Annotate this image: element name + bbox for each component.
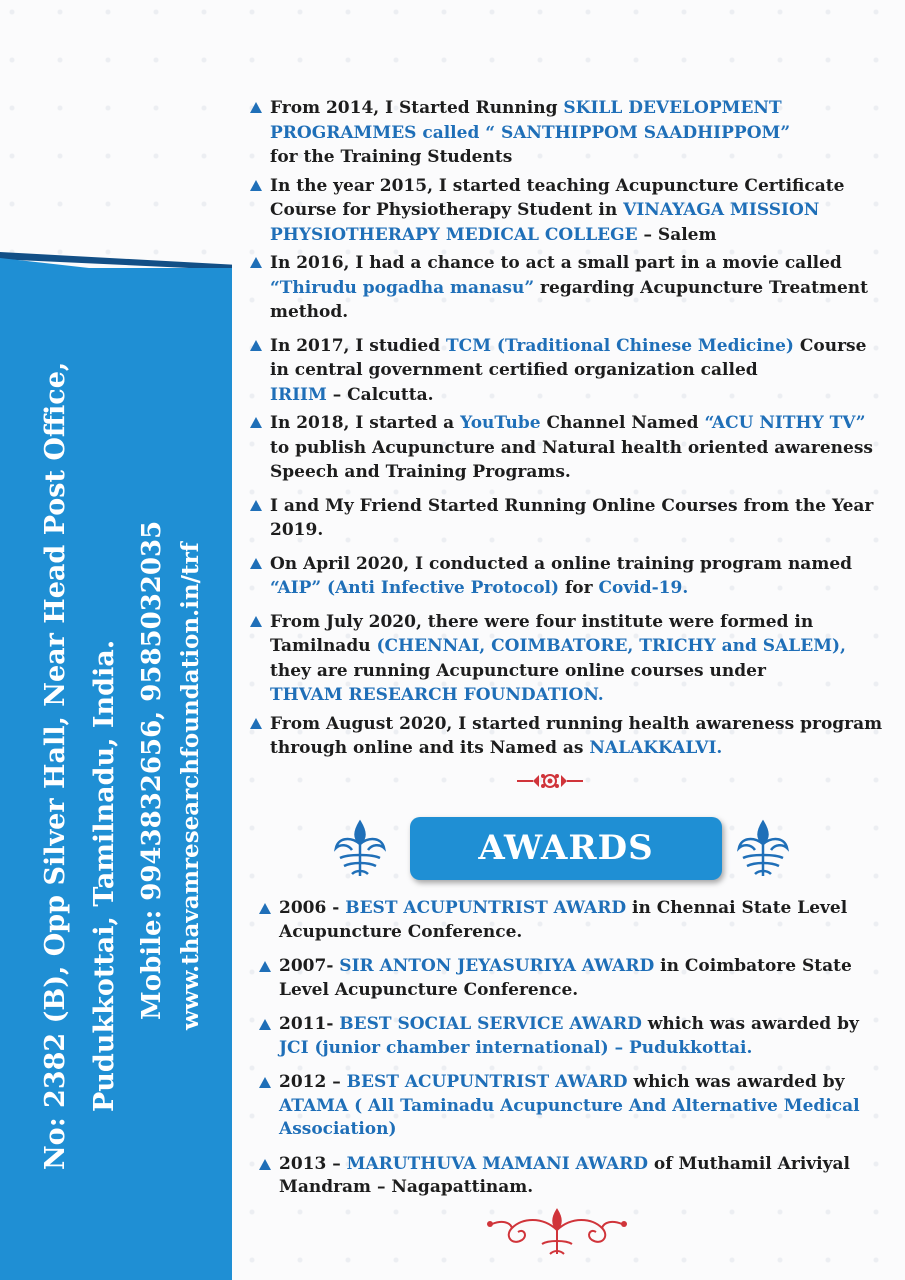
website-link[interactable]: www.thavamresearchfoundation.in/trf (177, 542, 204, 1030)
timeline-item: I and My Friend Started Running Online Courses from the Year 2019. (246, 494, 886, 543)
timeline-item: From July 2020, there were four institute were formed in Tamilnadu (CHENNAI, COIMBATORE, TRICHY and SALEM), they are running Acupuncture online courses under THVAM RESEARCH FOUNDATION. (246, 610, 886, 708)
awards-list (255, 897, 885, 1211)
timeline-item: In 2017, I studied TCM (Traditional Chinese Medicine) Course in central government certified organization called IRIIM – Calcutta. (246, 334, 886, 408)
triangle-bullet-icon (250, 180, 262, 191)
triangle-bullet-icon (250, 417, 262, 428)
timeline-item: In 2016, I had a chance to act a small part in a movie called “Thirudu pogadha manasu” regarding Acupuncture Treatment method. (246, 251, 886, 325)
triangle-bullet-icon (259, 1159, 271, 1170)
triangle-bullet-icon (250, 102, 262, 113)
timeline-item: From 2014, I Started Running SKILL DEVELOPMENT PROGRAMMES called “ SANTHIPPOM SAADHIPPOM” for the Training Students (246, 96, 886, 170)
mobile-numbers: Mobile: 9943832656, 9585032035 (137, 520, 167, 1020)
triangle-bullet-icon (259, 1077, 271, 1088)
address-line-1: No: 2382 (B), Opp Silver Hall, Near Head Post Office, (40, 361, 71, 1170)
contact-info (30, 361, 206, 1170)
timeline-item: From August 2020, I started running health awareness program through online and its Named as NALAKKALVI. (246, 712, 886, 761)
fleur-ornament-icon (733, 818, 793, 880)
award-item: 2011- BEST SOCIAL SERVICE AWARD which was awarded by JCI (junior chamber international) – Pudukkottai. (255, 1013, 885, 1060)
triangle-bullet-icon (259, 903, 271, 914)
triangle-bullet-icon (250, 718, 262, 729)
triangle-bullet-icon (250, 257, 262, 268)
address-line-2: Pudukkottai, Tamilnadu, India. (89, 639, 120, 1112)
award-item: 2006 - BEST ACUPUNTRIST AWARD in Chennai State Level Acupuncture Conference. (255, 897, 885, 944)
triangle-bullet-icon (259, 1019, 271, 1030)
triangle-bullet-icon (250, 558, 262, 569)
awards-heading: AWARDS (410, 817, 722, 880)
award-item: 2012 – BEST ACUPUNTRIST AWARD which was awarded by ATAMA ( All Taminadu Acupuncture And Alternative Medical Association) (255, 1071, 885, 1142)
timeline-list (246, 96, 886, 765)
timeline-item: On April 2020, I conducted a online training program named “AIP” (Anti Infective Protocol) for Covid-19. (246, 552, 886, 601)
timeline-item: In the year 2015, I started teaching Acupuncture Certificate Course for Physiotherapy Student in VINAYAGA MISSION PHYSIOTHERAPY MEDICAL COLLEGE – Salem (246, 174, 886, 248)
triangle-bullet-icon (250, 616, 262, 627)
red-divider-ornament-icon (515, 768, 585, 794)
award-item: 2013 – MARUTHUVA MAMANI AWARD of Muthamil Ariviyal Mandram – Nagapattinam. (255, 1153, 885, 1200)
bottom-flourish-ornament-icon (482, 1204, 632, 1264)
award-item: 2007- SIR ANTON JEYASURIYA AWARD in Coimbatore State Level Acupuncture Conference. (255, 955, 885, 1002)
timeline-item: In 2018, I started a YouTube Channel Named “ACU NITHY TV” to publish Acupuncture and Natural health oriented awareness Speech and Training Programs. (246, 411, 886, 485)
triangle-bullet-icon (250, 500, 262, 511)
triangle-bullet-icon (259, 961, 271, 972)
fleur-ornament-icon (330, 818, 390, 880)
triangle-bullet-icon (250, 340, 262, 351)
